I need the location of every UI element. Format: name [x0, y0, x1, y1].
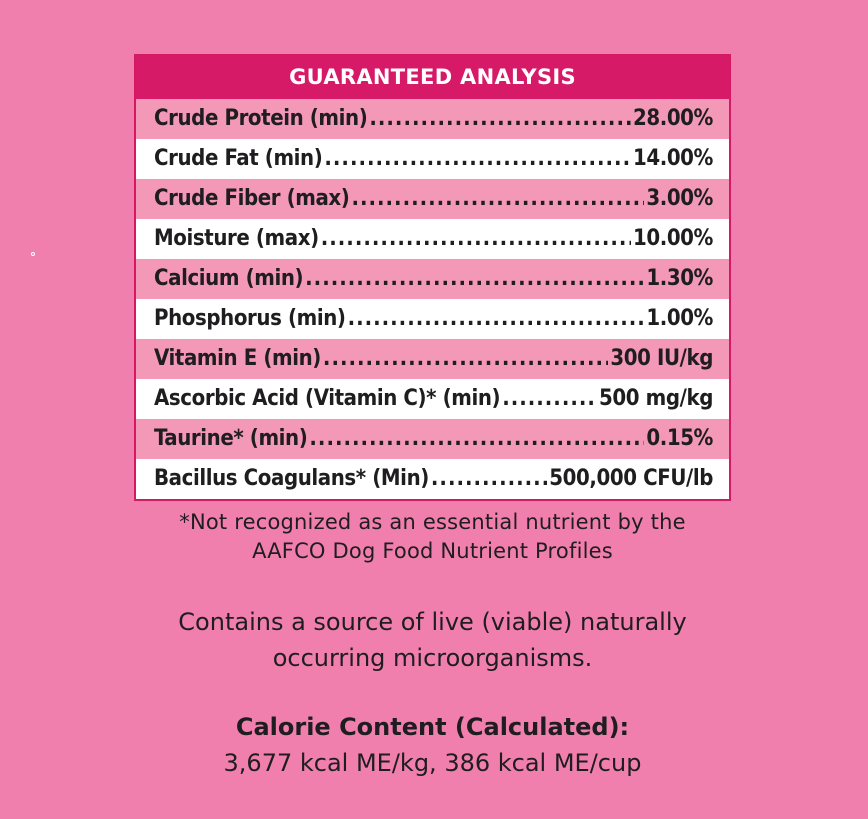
- nutrient-name: Vitamin E (min): [154, 346, 321, 371]
- dot-leader: [323, 339, 608, 379]
- nutrient-value: 10.00%: [632, 226, 713, 251]
- dot-leader: [348, 299, 645, 339]
- dot-leader: [431, 459, 547, 499]
- calorie-content-value: 3,677 kcal ME/kg, 386 kcal ME/cup: [223, 749, 642, 777]
- nutrient-row: [136, 339, 729, 379]
- guaranteed-analysis-title: GUARANTEED ANALYSIS: [136, 56, 729, 99]
- nutrient-name: Phosphorus (min): [154, 306, 346, 331]
- dot-leader: [305, 259, 644, 299]
- footnote-line: AAFCO Dog Food Nutrient Profiles: [252, 539, 613, 563]
- nutrient-name: Bacillus Coagulans* (Min): [154, 466, 429, 491]
- nutrient-row: [136, 299, 729, 339]
- guaranteed-analysis-table: [134, 54, 731, 501]
- nutrient-value: 1.00%: [646, 306, 713, 331]
- nutrient-value: 1.30%: [646, 266, 713, 291]
- nutrient-name: Moisture (max): [154, 226, 319, 251]
- dot-leader: [351, 179, 644, 219]
- dot-leader: [502, 379, 597, 419]
- footnote-line: *Not recognized as an essential nutrient by the: [179, 510, 686, 534]
- aafco-footnote: [134, 508, 731, 566]
- nutrient-value: 0.15%: [646, 426, 713, 451]
- dot-leader: [324, 139, 631, 179]
- live-microorganisms-statement: [134, 604, 731, 676]
- nutrient-value: 300 IU/kg: [610, 346, 713, 371]
- stray-dot-icon: [31, 252, 35, 256]
- nutrient-value: 500,000 CFU/lb: [549, 466, 713, 491]
- calorie-content-title: Calorie Content (Calculated):: [235, 713, 630, 741]
- nutrient-row: [136, 259, 729, 299]
- nutrient-name: Ascorbic Acid (Vitamin C)* (min): [154, 386, 501, 411]
- nutrient-name: Crude Fiber (max): [154, 186, 350, 211]
- nutrient-value: 500 mg/kg: [599, 386, 713, 411]
- nutrient-row: [136, 139, 729, 179]
- guaranteed-analysis-rows: [136, 99, 729, 499]
- dot-leader: [369, 99, 631, 139]
- nutrient-row: [136, 219, 729, 259]
- statement-line: occurring microorganisms.: [272, 644, 593, 672]
- nutrient-row: [136, 99, 729, 139]
- nutrient-name: Calcium (min): [154, 266, 304, 291]
- nutrient-name: Crude Fat (min): [154, 146, 323, 171]
- nutrient-row: [136, 419, 729, 459]
- dot-leader: [309, 419, 644, 459]
- statement-line: Contains a source of live (viable) naturally: [178, 608, 687, 636]
- nutrient-row: [136, 459, 729, 499]
- nutrient-value: 28.00%: [632, 106, 713, 131]
- nutrient-name: Taurine* (min): [154, 426, 308, 451]
- nutrient-value: 14.00%: [632, 146, 713, 171]
- nutrient-name: Crude Protein (min): [154, 106, 368, 131]
- dot-leader: [321, 219, 631, 259]
- nutrient-value: 3.00%: [646, 186, 713, 211]
- nutrient-row: [136, 379, 729, 419]
- nutrient-row: [136, 179, 729, 219]
